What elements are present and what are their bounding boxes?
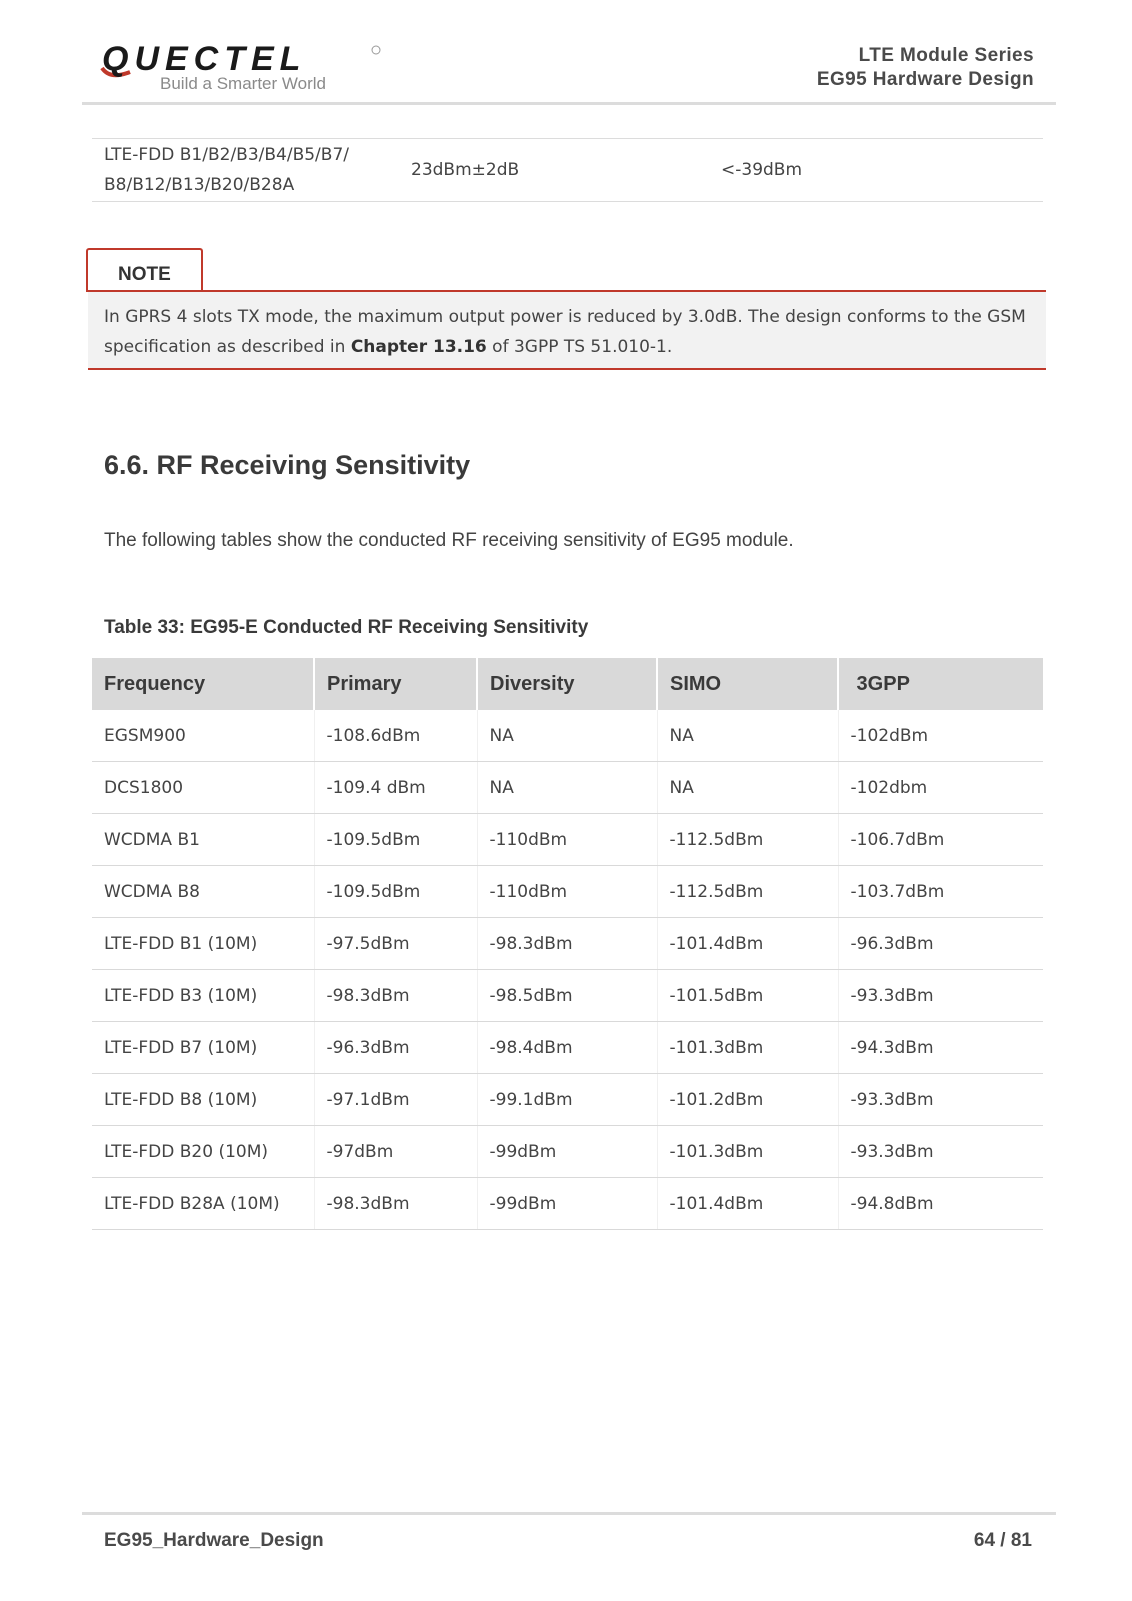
table-row (92, 1022, 1043, 1074)
header-series: LTE Module Series (858, 45, 1034, 66)
table-cell: -108.6dBm (314, 710, 477, 762)
table-cell: -98.3dBm (314, 1178, 477, 1230)
table-cell: LTE-FDD B20 (10M) (92, 1126, 314, 1178)
table-row (92, 762, 1043, 814)
table-cell: -101.3dBm (657, 1126, 838, 1178)
table-row (92, 918, 1043, 970)
table-cell: LTE-FDD B28A (10M) (92, 1178, 314, 1230)
table-cell: -98.3dBm (477, 918, 657, 970)
section-intro: The following tables show the conducted RF receiving sensitivity of EG95 module. (104, 530, 794, 551)
table-cell (92, 139, 399, 202)
table-cell: LTE-FDD B7 (10M) (92, 1022, 314, 1074)
table-header-row (92, 658, 1043, 710)
table-cell: -112.5dBm (657, 866, 838, 918)
table-cell: -97dBm (314, 1126, 477, 1178)
table-cell: -97.5dBm (314, 918, 477, 970)
header-doc-title: EG95 Hardware Design (816, 69, 1034, 90)
logo-tagline: Build a Smarter World (160, 74, 326, 93)
sensitivity-table (92, 658, 1043, 1230)
footer-divider (82, 1512, 1056, 1515)
table-row (92, 139, 1043, 202)
table-cell: <-39dBm (709, 139, 1043, 202)
section-heading: 6.6. RF Receiving Sensitivity (104, 450, 471, 480)
table-cell: -102dbm (838, 762, 1043, 814)
table-cell: -93.3dBm (838, 1126, 1043, 1178)
table-cell: LTE-FDD B8 (10M) (92, 1074, 314, 1126)
table-cell: -93.3dBm (838, 1074, 1043, 1126)
table-cell: DCS1800 (92, 762, 314, 814)
table-cell: 23dBm±2dB (399, 139, 709, 202)
table-cell: LTE-FDD B3 (10M) (92, 970, 314, 1022)
column-header: SIMO (657, 658, 838, 710)
table-row (92, 1178, 1043, 1230)
column-header: Frequency (92, 658, 314, 710)
table-cell: -99dBm (477, 1178, 657, 1230)
table-row (92, 710, 1043, 762)
table-cell: EGSM900 (92, 710, 314, 762)
note-label-tab (86, 248, 203, 292)
page-number: 64 / 81 (973, 1530, 1032, 1551)
table-cell: NA (477, 710, 657, 762)
table-cell: -101.4dBm (657, 1178, 838, 1230)
table-caption: Table 33: EG95-E Conducted RF Receiving Sensitivity (104, 617, 589, 638)
table-cell: -93.3dBm (838, 970, 1043, 1022)
table-cell: -109.5dBm (314, 814, 477, 866)
band-line-1: LTE-FDD B1/B2/B3/B4/B5/B7/ (104, 145, 349, 165)
note-box (88, 290, 1046, 370)
table-cell: -98.5dBm (477, 970, 657, 1022)
column-header: Diversity (477, 658, 657, 710)
table-cell: WCDMA B8 (92, 866, 314, 918)
table-cell: LTE-FDD B1 (10M) (92, 918, 314, 970)
table-cell: -106.7dBm (838, 814, 1043, 866)
table-cell: NA (477, 762, 657, 814)
table-row (92, 866, 1043, 918)
column-header: Primary (314, 658, 477, 710)
note-label: NOTE (118, 264, 171, 285)
table-cell: -96.3dBm (838, 918, 1043, 970)
table-cell: NA (657, 762, 838, 814)
table-cell: NA (657, 710, 838, 762)
document-header (817, 44, 1034, 92)
table-cell: -101.5dBm (657, 970, 838, 1022)
table-cell: -96.3dBm (314, 1022, 477, 1074)
table-cell: -109.4 dBm (314, 762, 477, 814)
header-divider (82, 102, 1056, 105)
table-cell: -98.4dBm (477, 1022, 657, 1074)
table-cell: -98.3dBm (314, 970, 477, 1022)
table-row (92, 970, 1043, 1022)
svg-text:QUECTEL: QUECTEL (102, 42, 307, 78)
table-cell: -97.1dBm (314, 1074, 477, 1126)
table-cell: -103.7dBm (838, 866, 1043, 918)
table-cell: -94.3dBm (838, 1022, 1043, 1074)
table-cell: -99.1dBm (477, 1074, 657, 1126)
footer-doc-name: EG95_Hardware_Design (104, 1530, 324, 1551)
table-row (92, 1074, 1043, 1126)
tx-power-table-continuation (92, 138, 1043, 202)
table-cell: -110dBm (477, 866, 657, 918)
table-cell: -99dBm (477, 1126, 657, 1178)
table-cell: -109.5dBm (314, 866, 477, 918)
table-row (92, 814, 1043, 866)
table-cell: -101.2dBm (657, 1074, 838, 1126)
note-text: In GPRS 4 slots TX mode, the maximum output power is reduced by 3.0dB. The design conforms to the GSM specification as described in Chapter 13.16 of 3GPP TS 51.010-1. (104, 307, 1026, 357)
note-chapter-ref: Chapter 13.16 (350, 337, 487, 357)
table-cell: -112.5dBm (657, 814, 838, 866)
table-cell: -101.4dBm (657, 918, 838, 970)
table-cell: WCDMA B1 (92, 814, 314, 866)
table-row (92, 1126, 1043, 1178)
band-line-2: B8/B12/B13/B20/B28A (104, 175, 295, 195)
table-cell: -94.8dBm (838, 1178, 1043, 1230)
table-cell: -101.3dBm (657, 1022, 838, 1074)
column-header: 3GPP (838, 658, 1043, 710)
table-cell: -110dBm (477, 814, 657, 866)
table-cell: -102dBm (838, 710, 1043, 762)
